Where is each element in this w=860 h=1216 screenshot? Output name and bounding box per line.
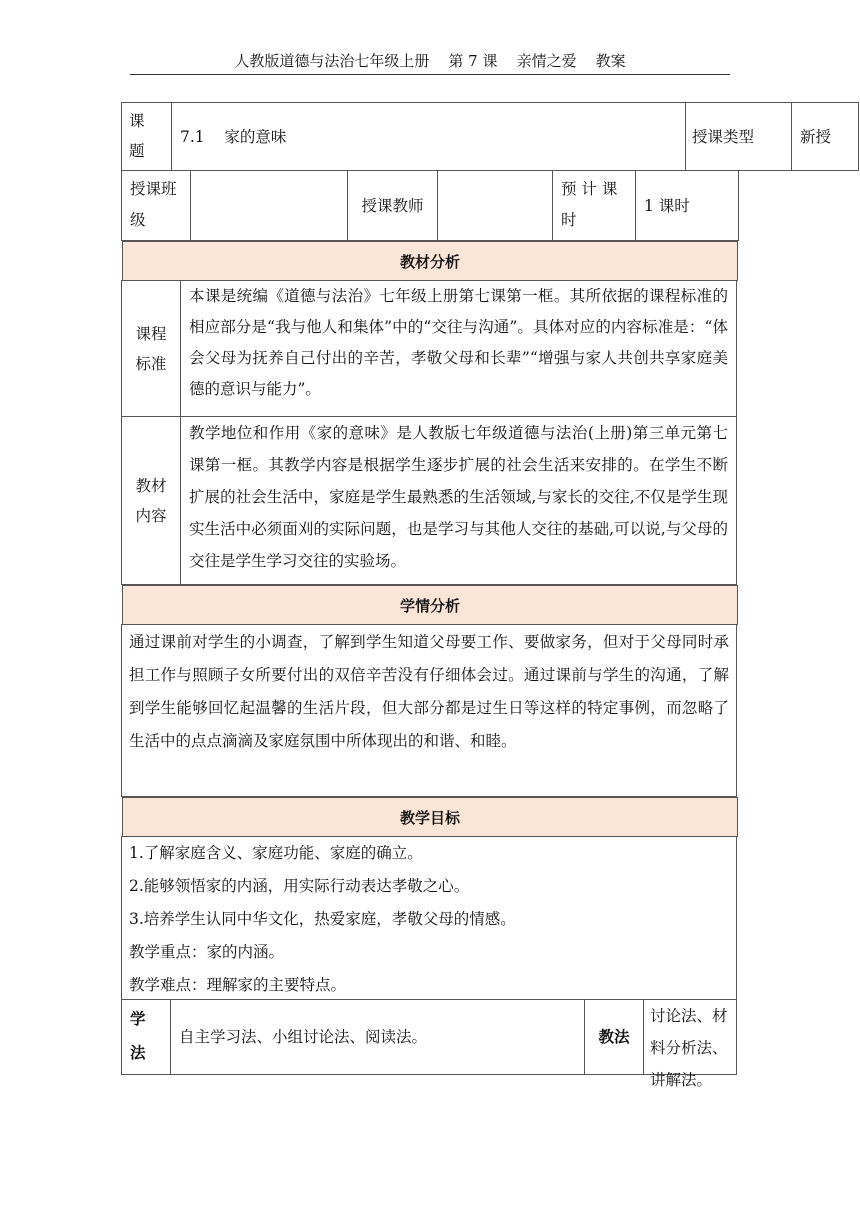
lesson-type-label: 授课类型 [685, 102, 792, 171]
learning-method-value: 自主学习法、小组讨论法、阅读法。 [170, 999, 585, 1075]
methods-row [122, 1000, 738, 1089]
material-analysis-header [122, 241, 738, 281]
class-value [190, 170, 348, 241]
goals-row [122, 837, 738, 1000]
content-row [122, 417, 738, 585]
content-label: 教材 内容 [121, 416, 181, 585]
standard-row [122, 281, 738, 417]
topic-label: 课 题 [121, 102, 172, 171]
topic-value: 7.1 家的意味 [171, 102, 686, 171]
learning-analysis-row [122, 625, 738, 797]
goals-title: 教学目标 [122, 797, 738, 837]
standard-label: 课程 标准 [121, 280, 181, 417]
goal-item: 1.了解家庭含义、家庭功能、家庭的确立。 [129, 844, 423, 862]
teacher-value [437, 170, 553, 241]
content-text: 教学地位和作用《家的意味》是人教版七年级道德与法治(上册)第三单元第七课第一框。其教学内容是根据学生逐步扩展的社会生活来安排的。在学生不断扩展的社会生活中，家庭是学生最熟悉的生活领域,与家长的交往,不仅是学生现实生活中必须面刈的实际问题，也是学习与其他人交往的基础,可以说,与父母的交往是学生学习交往的实验场。 [180, 416, 737, 585]
standard-text: 本课是统编《道德与法治》七年级上册第七课第一框。其所依据的课程标准的相应部分是“我与他人和集体”中的“交往与沟通”。具体对应的内容标准是：“体会父母为抚养自己付出的辛苦，孝敬父母和长辈”“增强与家人共创共享家庭美德的意识与能力”。 [180, 280, 737, 417]
teaching-method-value: 讨论法、材料分析法、讲解法。 [643, 999, 737, 1075]
lesson-type-value: 新授 [791, 102, 859, 171]
class-row [122, 171, 738, 241]
teaching-difficulty: 教学难点：理解家的主要特点。 [129, 976, 347, 994]
topic-row [122, 103, 832, 171]
page-header: 人教版道德与法治七年级上册 第 7 课 亲情之爱 教案 [130, 48, 730, 75]
teacher-label: 授课教师 [347, 170, 438, 241]
goal-item: 2.能够领悟家的内涵，用实际行动表达孝敬之心。 [129, 877, 470, 895]
hours-label: 预 计 课 时 [552, 170, 636, 241]
goal-item: 3.培养学生认同中华文化，热爱家庭，孝敬父母的情感。 [129, 910, 516, 928]
learning-analysis-text: 通过课前对学生的小调查，了解到学生知道父母要工作、要做家务，但对于父母同时承担工作与照顾子女所要付出的双倍辛苦没有仔细体会过。通过课前与学生的沟通，了解到学生能够回忆起温馨的生活片段，但大部分都是过生日等这样的特定事例，而忽略了生活中的点点滴滴及家庭氛围中所体现出的和谐、和睦。 [121, 624, 737, 797]
material-analysis-title: 教材分析 [122, 241, 738, 281]
teaching-focus: 教学重点：家的内涵。 [129, 943, 285, 961]
learning-method-label: 学 法 [121, 999, 171, 1075]
hours-value: 1 课时 [635, 170, 739, 241]
learning-analysis-title: 学情分析 [122, 585, 738, 625]
goals-header [122, 797, 738, 837]
class-label: 授课班 级 [121, 170, 191, 241]
learning-analysis-header [122, 585, 738, 625]
goals-list [121, 836, 737, 1000]
teaching-method-label: 教法 [584, 999, 644, 1075]
